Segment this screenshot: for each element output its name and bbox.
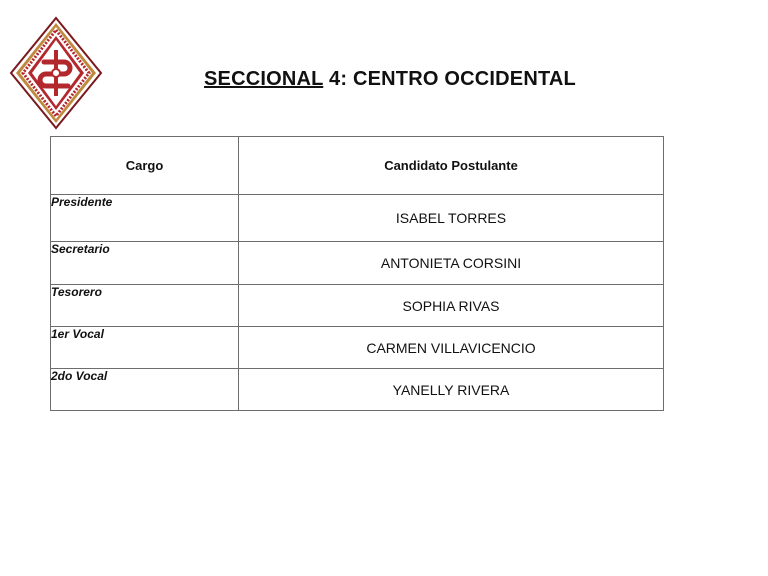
page-title <box>0 68 768 91</box>
candidate-cell: SOPHIA RIVAS <box>239 285 664 327</box>
candidate-cell: YANELLY RIVERA <box>239 369 664 411</box>
header-cargo: Cargo <box>51 137 239 195</box>
table-row <box>51 285 664 327</box>
table-header-row <box>51 137 664 195</box>
title-underlined-part: SECCIONAL <box>204 68 324 90</box>
candidates-table <box>50 136 664 411</box>
cargo-cell: 1er Vocal <box>51 327 239 369</box>
table-row <box>51 327 664 369</box>
cargo-cell: Secretario <box>51 242 239 285</box>
candidate-cell: ISABEL TORRES <box>239 195 664 242</box>
table-row <box>51 242 664 285</box>
candidate-cell: CARMEN VILLAVICENCIO <box>239 327 664 369</box>
header-candidato: Candidato Postulante <box>239 137 664 195</box>
cargo-cell: Presidente <box>51 195 239 242</box>
candidate-cell: ANTONIETA CORSINI <box>239 242 664 285</box>
table-row <box>51 369 664 411</box>
title-rest: 4: CENTRO OCCIDENTAL <box>323 68 576 90</box>
cargo-cell: 2do Vocal <box>51 369 239 411</box>
table-row <box>51 195 664 242</box>
cargo-cell: Tesorero <box>51 285 239 327</box>
